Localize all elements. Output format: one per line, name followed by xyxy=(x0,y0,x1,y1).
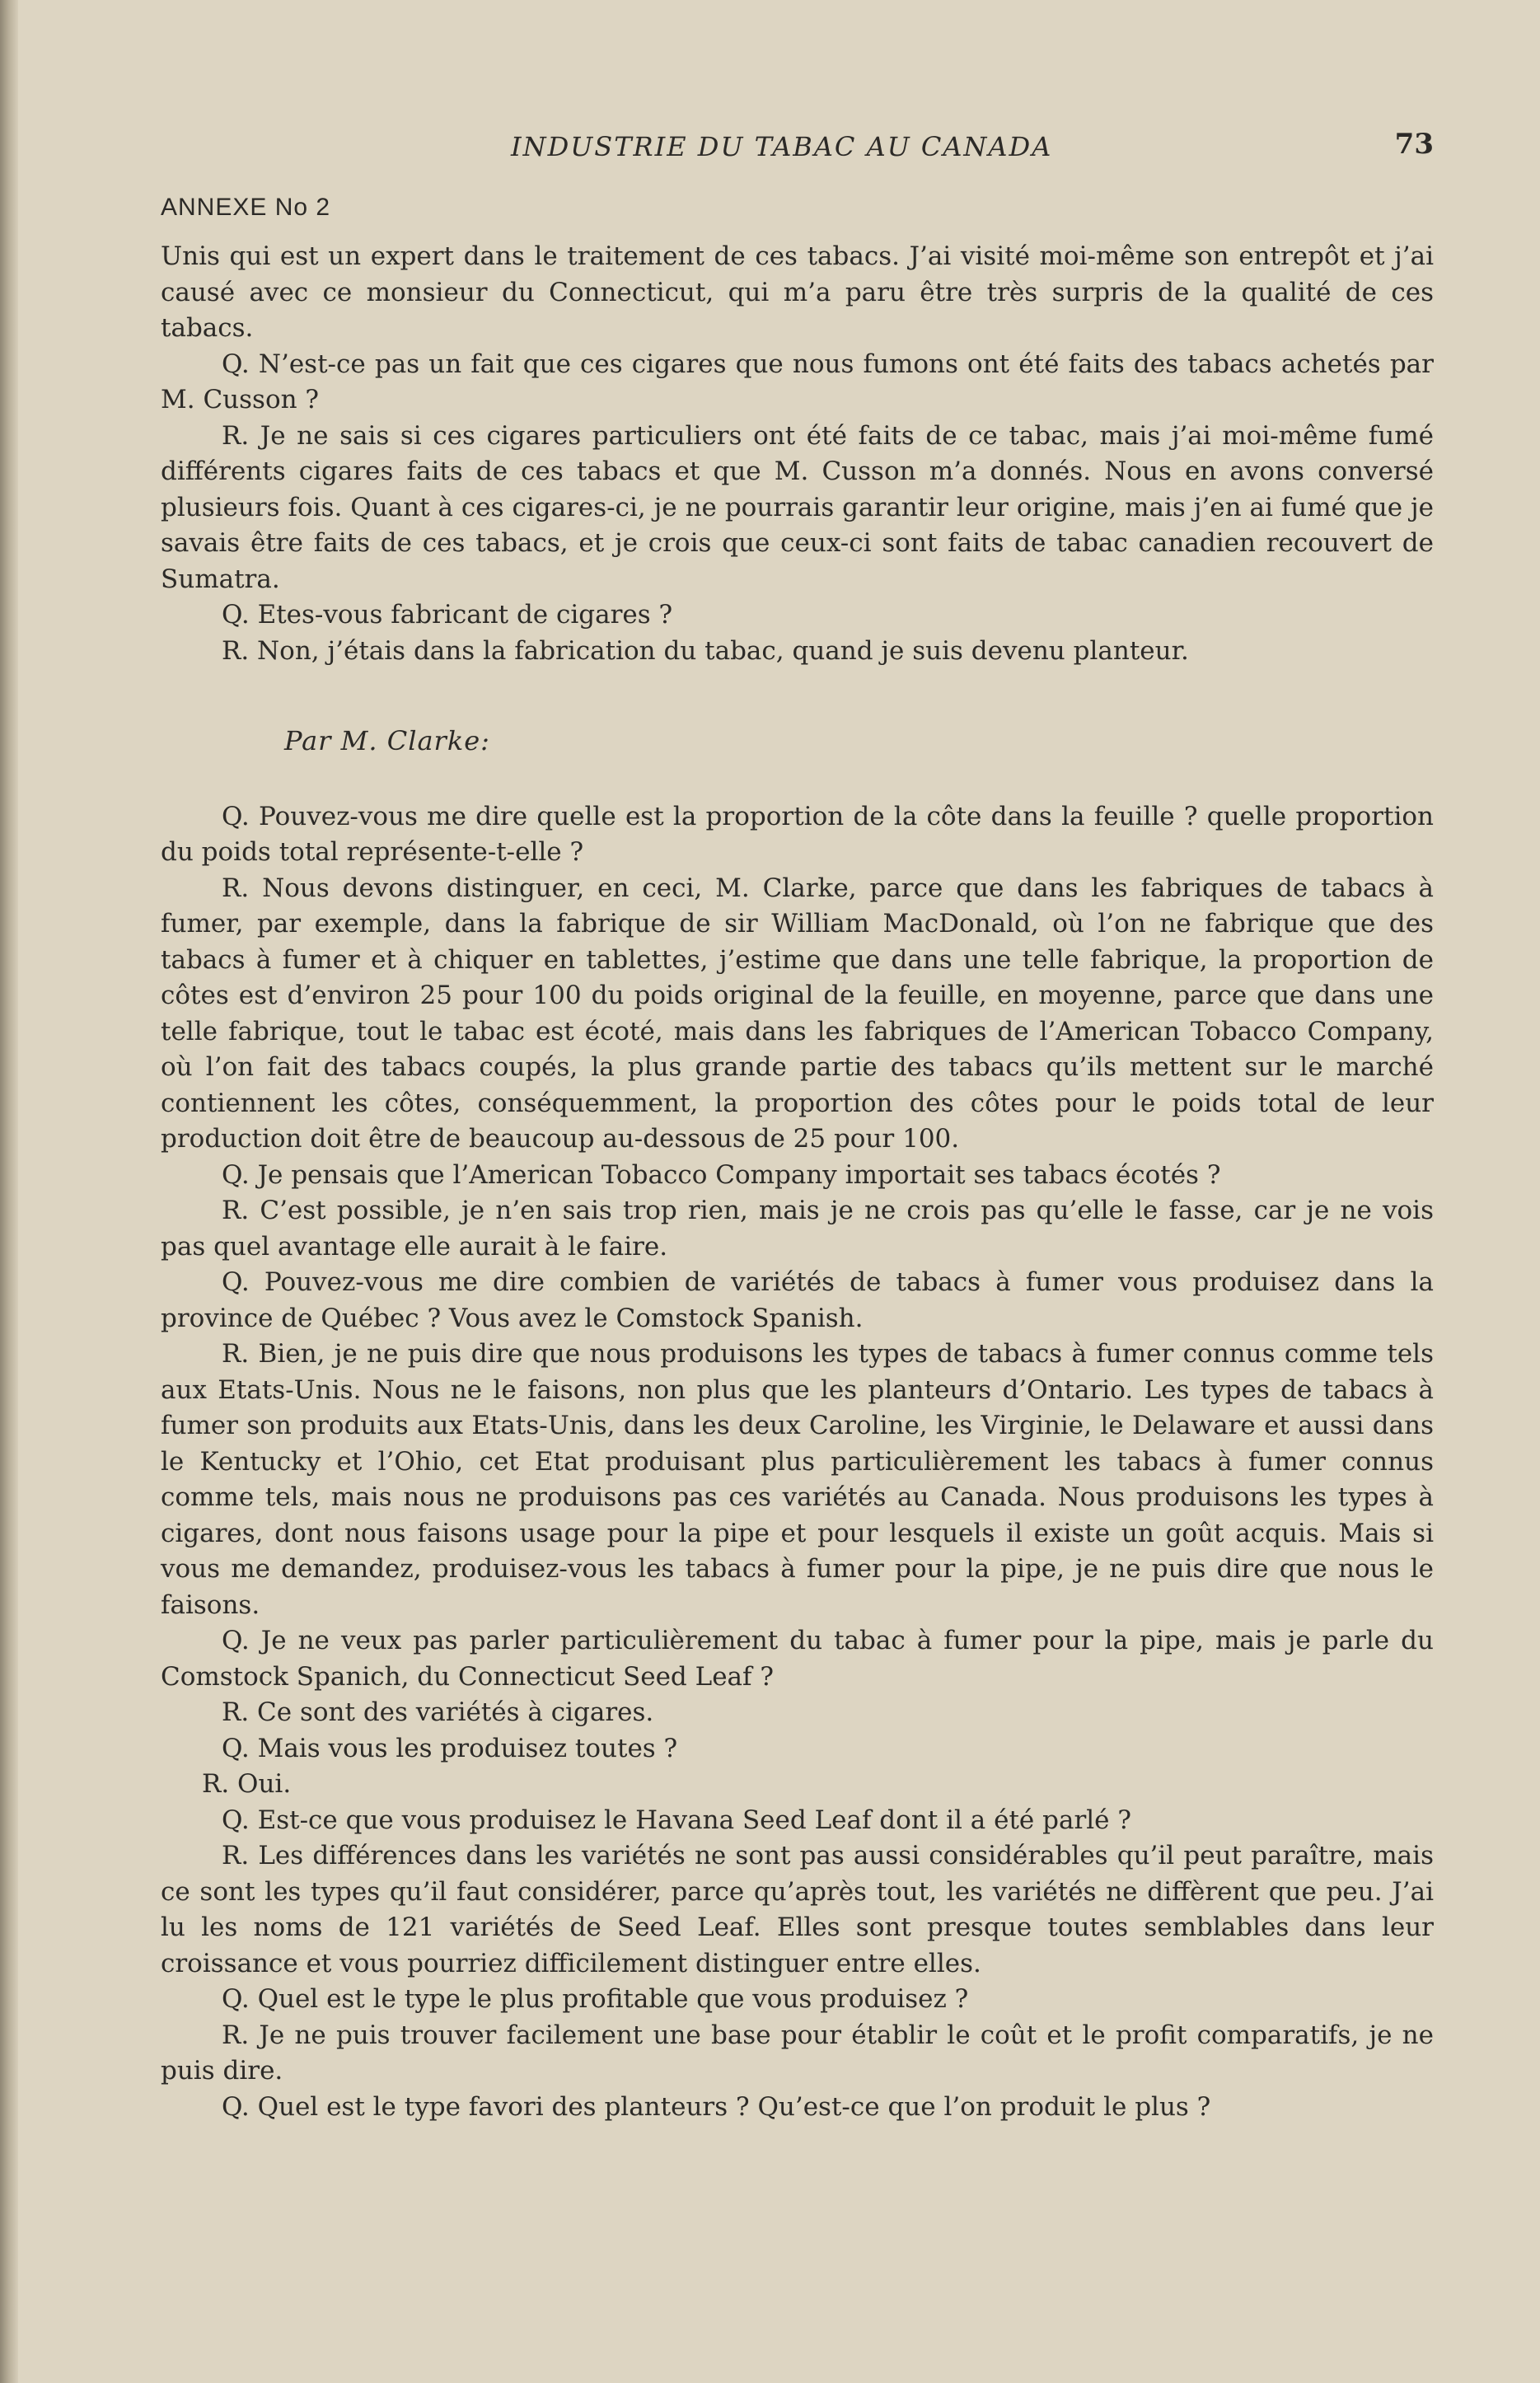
document-page xyxy=(161,0,1434,2383)
byline: Par M. Clarke: xyxy=(284,725,490,756)
page-number: 73 xyxy=(1394,128,1434,161)
question-paragraph: Q. Est-ce que vous produisez le Havana Seed Leaf dont il a été parlé ? xyxy=(222,1805,1131,1835)
answer-paragraph: R. Je ne sais si ces cigares particuliers ont été faits de ce tabac, mais j’ai moi-même fumé différents cigares faits de ces tabacs et que M. Cusson m’a donnés. Nous en avons conversé plusieurs fois. Quant à ces cigares-ci, je ne pourrais garantir leur origine, mais j’en ai fumé que je savais être faits de ces tabacs, et je crois que ceux-ci sont faits de tabac canadien recouvert de Sumatra. xyxy=(161,420,1434,594)
page-body xyxy=(161,239,1434,2125)
question-paragraph: Q. Quel est le type favori des planteurs ? Qu’est-ce que l’on produit le plus ? xyxy=(222,2091,1211,2122)
answer-paragraph: R. Ce sont des variétés à cigares. xyxy=(222,1697,654,1727)
question-paragraph: Q. Mais vous les produisez toutes ? xyxy=(222,1733,678,1763)
paragraph: Unis qui est un expert dans le traitement de ces tabacs. J’ai visité moi-même son entrepôt et j’ai causé avec ce monsieur du Connecticut, qui m’a paru être très surpris de la qualité de ces tabacs. xyxy=(161,241,1434,343)
answer-paragraph: R. Nous devons distinguer, en ceci, M. Clarke, parce que dans les fabriques de tabacs à fumer, par exemple, dans la fabrique de sir William MacDonald, où l’on ne fabrique que des tabacs à fumer et à chiquer en tablettes, j’estime que dans une telle fabrique, la proportion de côtes est d’environ 25 pour 100 du poids original de la feuille, en moyenne, parce que dans une telle fabrique, tout le tabac est écoté, mais dans les fabriques de l’American Tobacco Company, où l’on fait des tabacs coupés, la plus grande partie des tabacs qu’ils mettent sur le marché contiennent les côtes, conséquemment, la proportion des côtes pour le poids total de leur production doit être de beaucoup au-dessous de 25 pour 100. xyxy=(161,873,1434,1154)
running-head xyxy=(161,128,1434,169)
book-spine-shadow xyxy=(0,0,18,2383)
question-paragraph: Q. Pouvez-vous me dire quelle est la proportion de la côte dans la feuille ? quelle proportion du poids total représente-t-elle ? xyxy=(161,801,1434,867)
answer-paragraph: R. Je ne puis trouver facilement une base pour établir le coût et le profit comparatifs, je ne puis dire. xyxy=(161,2020,1434,2086)
question-paragraph: Q. Pouvez-vous me dire combien de variétés de tabacs à fumer vous produisez dans la province de Québec ? Vous avez le Comstock Spanish. xyxy=(161,1267,1434,1333)
answer-paragraph: R. Oui. xyxy=(202,1769,292,1799)
question-paragraph: Q. Je pensais que l’American Tobacco Company importait ses tabacs écotés ? xyxy=(222,1159,1221,1190)
question-paragraph: Q. Etes-vous fabricant de cigares ? xyxy=(222,600,673,630)
answer-paragraph: R. Non, j’étais dans la fabrication du tabac, quand je suis devenu planteur. xyxy=(222,635,1189,666)
question-paragraph: Q. Je ne veux pas parler particulièrement du tabac à fumer pour la pipe, mais je parle du Comstock Spanich, du Connecticut Seed Leaf ? xyxy=(161,1626,1434,1692)
running-title: INDUSTRIE DU TABAC AU CANADA xyxy=(511,131,1053,162)
answer-paragraph: R. C’est possible, je n’en sais trop rien, mais je ne crois pas qu’elle le fasse, car je ne vois pas quel avantage elle aurait à le faire. xyxy=(161,1196,1434,1262)
question-paragraph: Q. Quel est le type le plus profitable que vous produisez ? xyxy=(222,1984,969,2014)
answer-paragraph: R. Les différences dans les variétés ne sont pas aussi considérables qu’il peut paraître, mais ce sont les types qu’il faut considérer, parce qu’après tout, les variétés ne diffèrent que peu. J’ai lu les noms de 121 variétés de Seed Leaf. Elles sont presque toutes semblables dans leur croissance et vous pourriez difficilement distinguer entre elles. xyxy=(161,1841,1434,1978)
annex-label: ANNEXE No 2 xyxy=(161,194,331,221)
answer-paragraph: R. Bien, je ne puis dire que nous produisons les types de tabacs à fumer connus comme tels aux Etats-Unis. Nous ne le faisons, non plus que les planteurs d’Ontario. Les types de tabacs à fumer son produits aux Etats-Unis, dans les deux Caroline, les Virginie, le Delaware et aussi dans le Kentucky et l’Ohio, cet Etat produisant plus particulièrement les tabacs à fumer connus comme tels, mais nous ne produisons pas ces variétés au Canada. Nous produisons les types à cigares, dont nous faisons usage pour la pipe et pour lesquels il existe un goût acquis. Mais si vous me demandez, produisez-vous les tabacs à fumer pour la pipe, je ne puis dire que nous le faisons. xyxy=(161,1339,1434,1620)
question-paragraph: Q. N’est-ce pas un fait que ces cigares que nous fumons ont été faits des tabacs achetés par M. Cusson ? xyxy=(161,349,1434,414)
